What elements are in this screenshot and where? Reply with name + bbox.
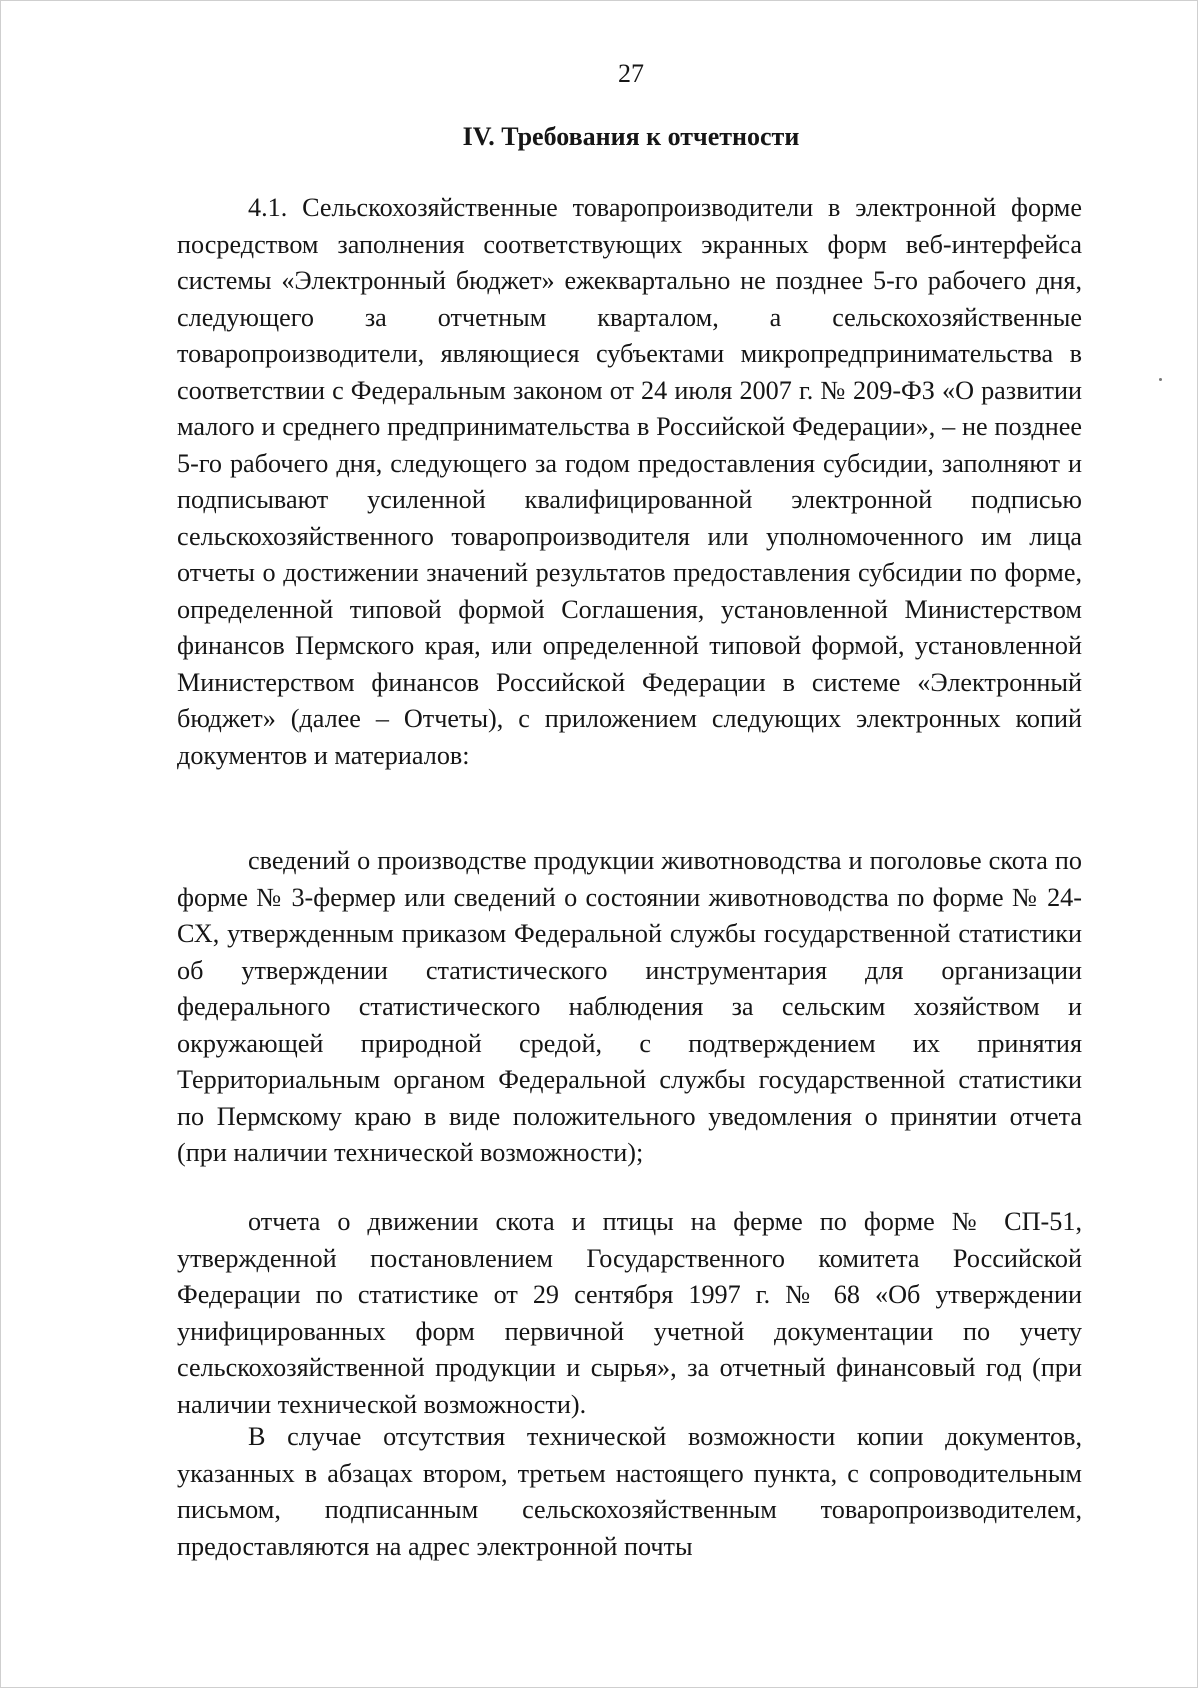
paragraph-4-1 bbox=[177, 190, 1082, 774]
paragraph-text: сведений о производстве продукции животноводства и поголовье скота по форме № 3-фермер или сведений о состоянии животноводства по форме № 24-СХ, утвержденным приказом Федеральной службы государственной статистики об утверждении статистического инструментария для организации федерального статистического наблюдения за сельским хозяйством и окружающей природной средой, с подтверждением их принятия Территориальным органом Федеральной службы государственной статистики по Пермскому краю в виде положительного уведомления о принятии отчета (при наличии технической возможности); bbox=[177, 846, 1082, 1167]
paragraph-livestock-info bbox=[177, 843, 1082, 1172]
scan-speck bbox=[1159, 378, 1162, 381]
paragraph-no-technical-possibility bbox=[177, 1419, 1082, 1565]
paragraph-sp51-report bbox=[177, 1204, 1082, 1423]
page-number: 27 bbox=[618, 59, 644, 88]
paragraph-text: отчета о движении скота и птицы на ферме по форме № СП-51, утвержденной постановлением Государственного комитета Российской Федерации по статистике от 29 сентября 1997 г. № 68 «Об утверждении унифицированных форм первичной учетной документации по учету сельскохозяйственной продукции и сырья», за отчетный финансовый год (при наличии технической возможности). bbox=[177, 1207, 1082, 1419]
section-heading: IV. Требования к отчетности bbox=[462, 122, 800, 151]
paragraph-text: В случае отсутствия технической возможности копии документов, указанных в абзацах втором, третьем настоящего пункта, с сопроводительным письмом, подписанным сельскохозяйственным товаропроизводителем, предоставляются на адрес электронной почты bbox=[177, 1422, 1082, 1561]
paragraph-text: 4.1. Сельскохозяйственные товаропроизводители в электронной форме посредством заполнения соответствующих экранных форм веб-интерфейса системы «Электронный бюджет» ежеквартально не позднее 5-го рабочего дня, следующего за отчетным кварталом, а сельскохозяйственные товаропроизводители, являющиеся субъектами микропредпринимательства в соответствии с Федеральным законом от 24 июля 2007 г. № 209-ФЗ «О развитии малого и среднего предпринимательства в Российской Федерации», – не позднее 5-го рабочего дня, следующего за годом предоставления субсидии, заполняют и подписывают усиленной квалифицированной электронной подписью сельскохозяйственного товаропроизводителя или уполномоченного им лица отчеты о достижении значений результатов предоставления субсидии по форме, определенной типовой формой Соглашения, установленной Министерством финансов Пермского края, или определенной типовой формой, установленной Министерством финансов Российской Федерации в системе «Электронный бюджет» (далее – Отчеты), с приложением следующих электронных копий документов и материалов: bbox=[177, 193, 1082, 770]
